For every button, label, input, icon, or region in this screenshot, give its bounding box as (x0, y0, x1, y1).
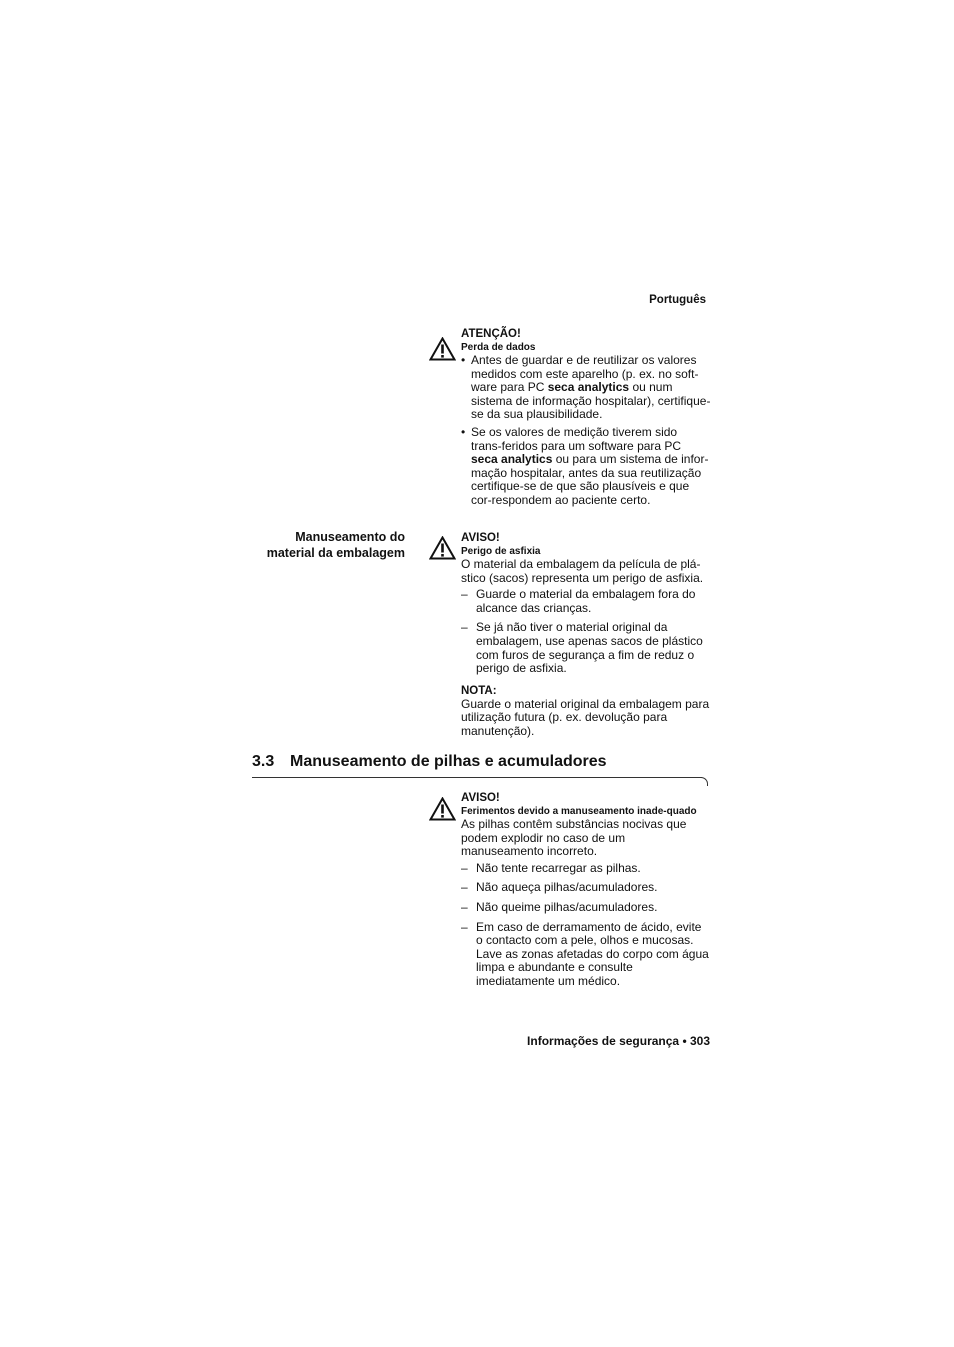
warning-title: AVISO! (461, 792, 500, 804)
bullet-marker: • (461, 353, 466, 367)
language-label: Português (649, 294, 706, 306)
attention-notice (461, 327, 711, 508)
list-item: – Não queime pilhas/acumuladores. (461, 899, 658, 914)
warning-title: AVISO! (461, 532, 500, 544)
side-heading: Manuseamento do material da embalagem (266, 530, 405, 560)
product-name: seca analytics (471, 452, 553, 467)
section-title: Manuseamento de pilhas e acumuladores (290, 753, 607, 770)
product-name: seca analytics (547, 380, 630, 395)
section-rule-hook (700, 777, 708, 786)
section-number: 3.3 (252, 753, 275, 770)
page-footer: Informações de segurança • 303 (527, 1034, 710, 1048)
warning-subtitle: Ferimentos devido a manuseamento inade-quado (461, 806, 697, 817)
note-title: NOTA: (461, 684, 497, 697)
list-item: – Guarde o material da embalagem fora do alcance das crianças. (461, 587, 696, 615)
section-rule (252, 777, 702, 778)
list-item: – Não aqueça pilhas/acumuladores. (461, 880, 658, 895)
attention-subtitle: Perda de dados (461, 342, 536, 353)
section-heading (252, 752, 607, 772)
warning-icon (429, 536, 456, 560)
warning-subtitle: Perigo de asfixia (461, 546, 541, 557)
note-text: Guarde o material original da embalagem para utilização futura (p. ex. devolução para manutenção). (461, 696, 710, 738)
warning-icon (429, 797, 456, 821)
warning-icon (429, 337, 456, 361)
list-item: • Antes de guardar e de reutilizar os valores medidos com este aparelho (p. ex. no soft-ware para PC seca analytics ou num sistema de informação hospitalar), certifique-se da sua plausibilidade. (461, 353, 711, 422)
packaging-warning (461, 531, 711, 739)
bullet-marker: • (461, 424, 466, 439)
attention-title: ATENÇÃO! (461, 328, 521, 340)
list-item: – Se já não tiver o material original da embalagem, use apenas sacos de plástico com furos de segurança a fim de reduz o perigo de asfixia. (461, 620, 703, 676)
list-item: – Não tente recarregar as pilhas. (461, 860, 641, 875)
warning-intro: O material da embalagem da película de plá-stico (sacos) representa um perigo de asfixia. (461, 557, 704, 585)
list-item: • Se os valores de medição tiverem sido trans-feridos para um software para PC seca analytics ou para um sistema de infor-mação hospitalar, antes da sua reutilização certifique-se de que são plausíveis e que cor-respondem ao paciente certo. (461, 424, 709, 507)
batteries-warning (461, 791, 711, 989)
list-item: – Em caso de derramamento de ácido, evite o contacto com a pele, olhos e mucosas. Lave as zonas afetadas do corpo com água limpa e abundante e consulte imediatamente um médico. (461, 919, 709, 988)
warning-intro: As pilhas contêm substâncias nocivas que podem explodir no caso de um manuseamento incorreto. (461, 817, 687, 859)
